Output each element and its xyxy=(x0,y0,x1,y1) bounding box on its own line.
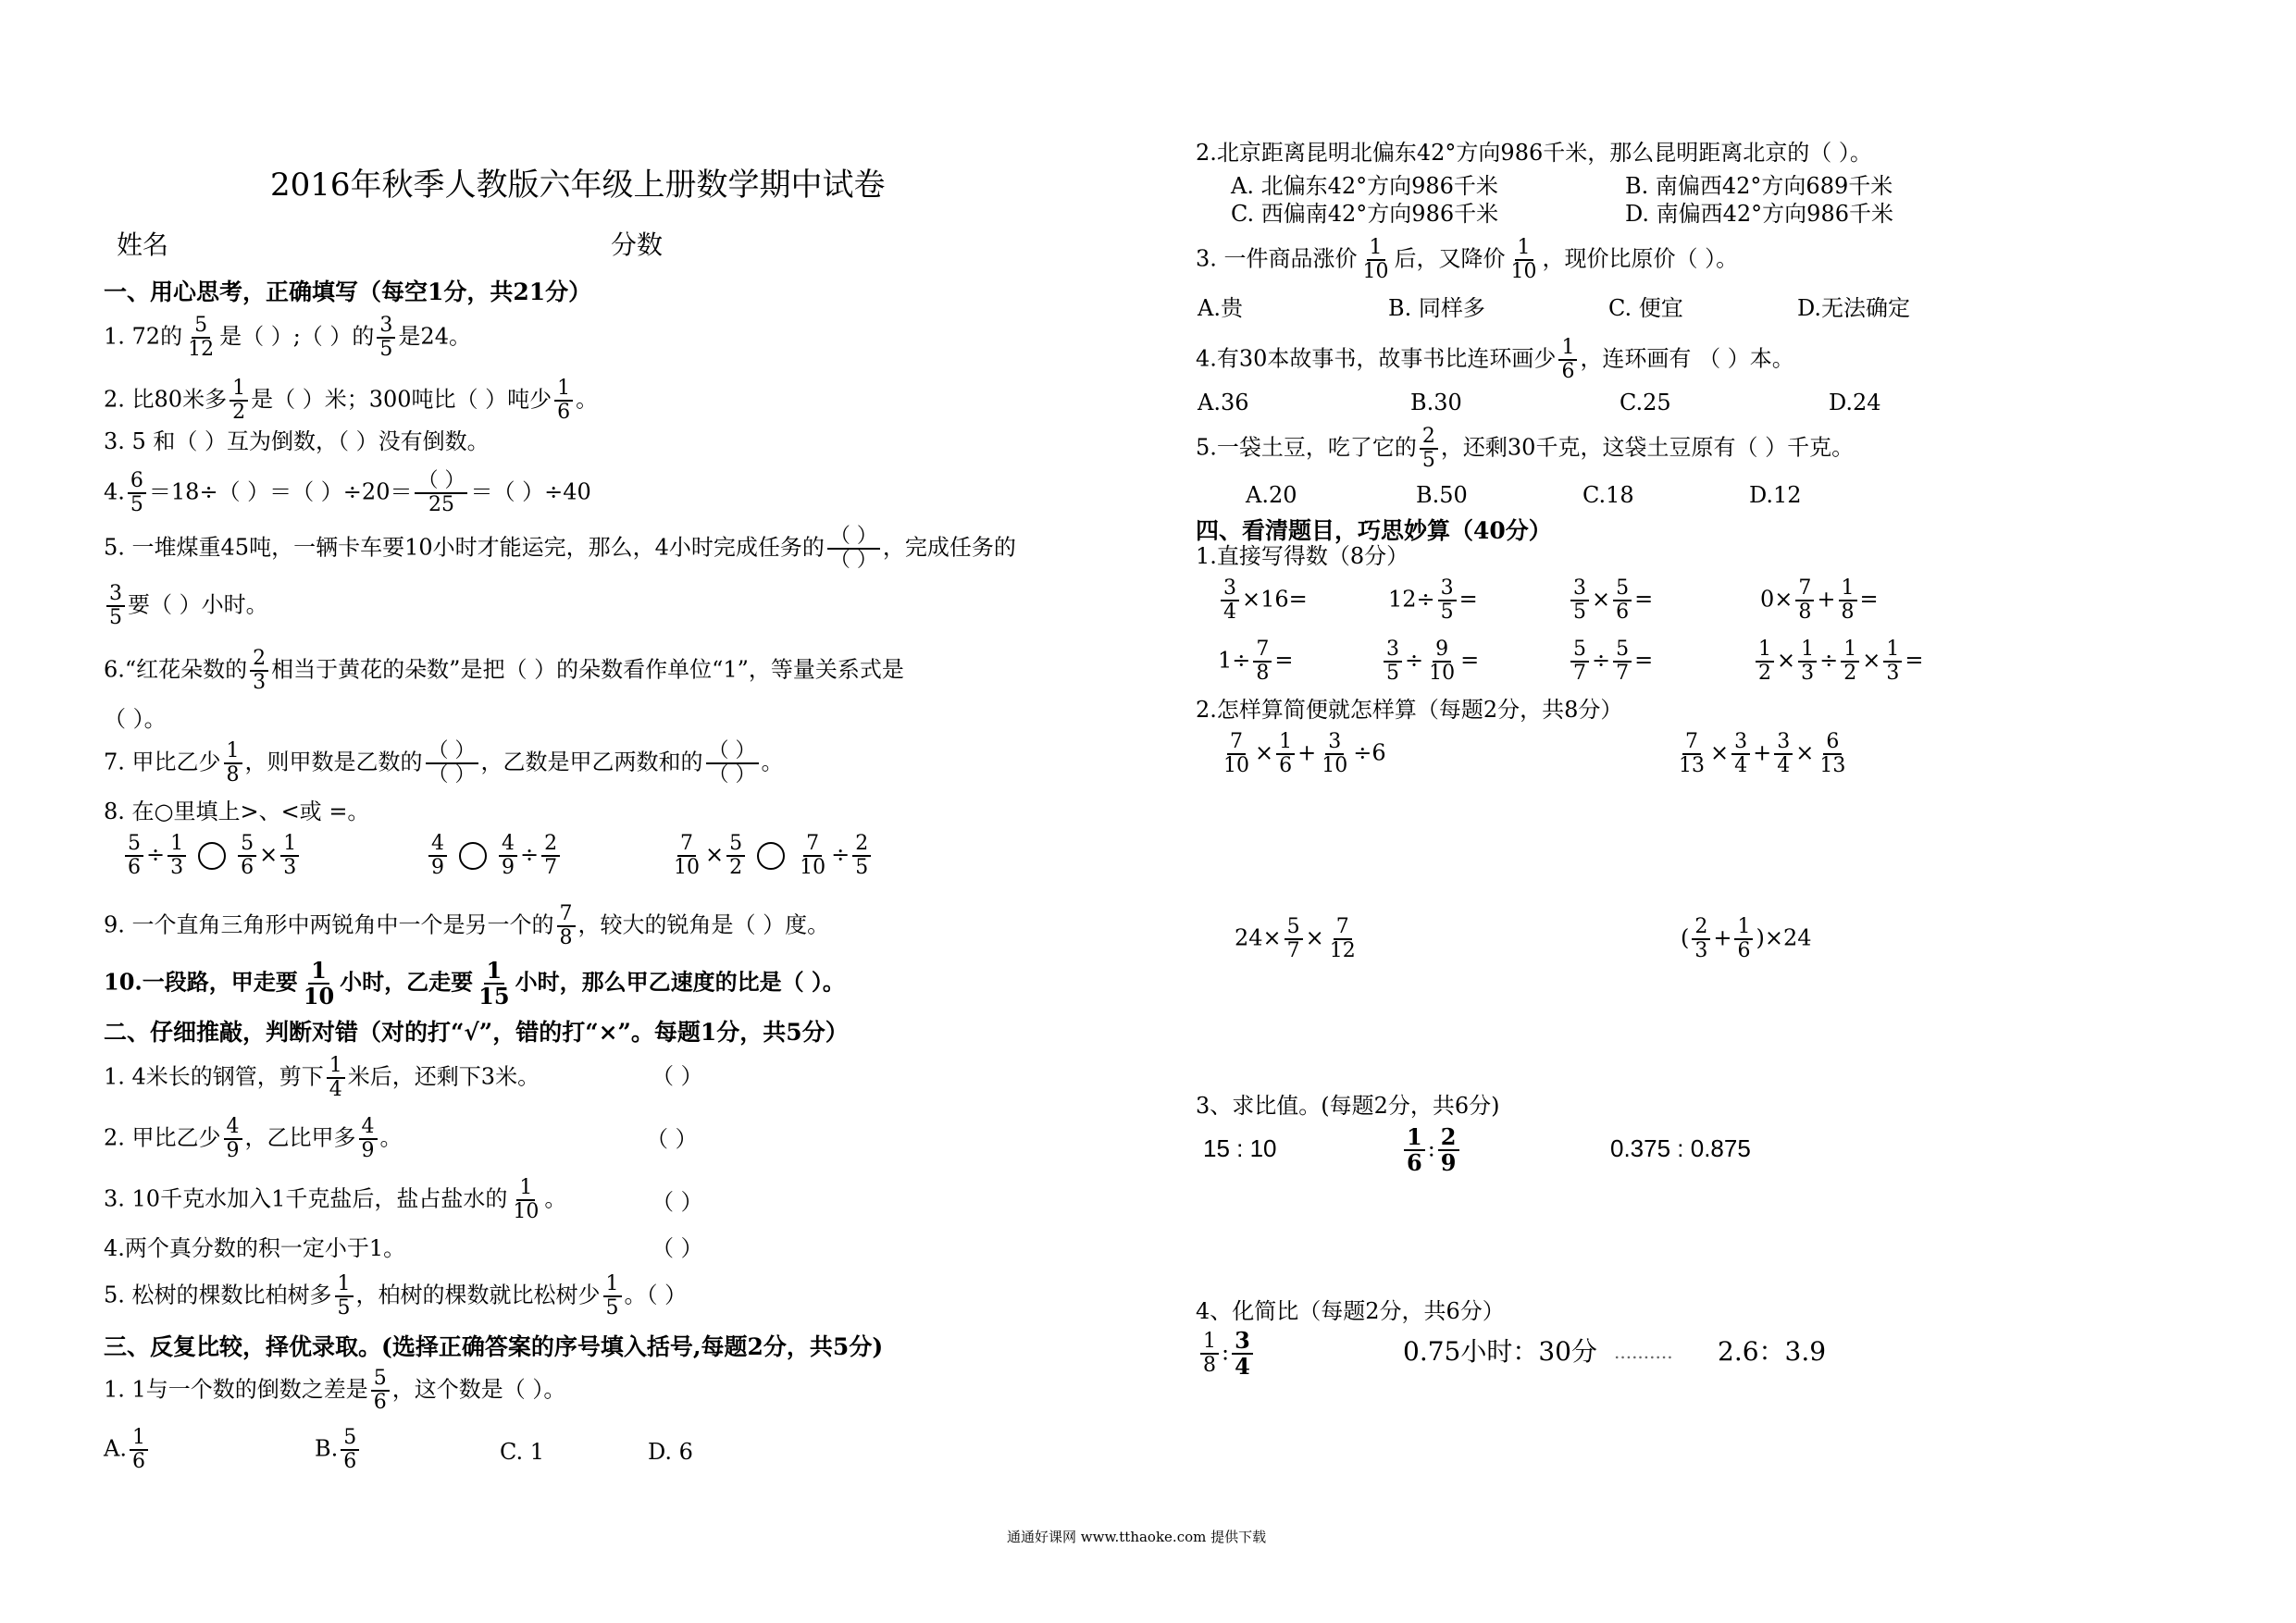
s3-q4: 4.有30本故事书，故事书比连环画少 $\frac{1}{6}$ ，连环画有 （ ）本。 xyxy=(1196,336,1794,383)
simplify-expr-2: $\frac{7}{13}$ × $\frac{3}{4}$ + $\frac{3}{4}$ × $\frac{6}{13}$ xyxy=(1679,730,1846,777)
section3-heading: 三、反复比较，择优录取。(选择正确答案的序号填入括号,每题2分，共5分) xyxy=(104,1333,884,1360)
s2-q3: 3. 10千克水加入1千克盐后，盐占盐水的 $\frac{1}{10}$ 。 xyxy=(104,1176,567,1223)
s1-q3: 3. 5 和（ ）互为倒数，（ ）没有倒数。 xyxy=(104,428,490,454)
s3-q1-option-c[interactable]: C. 1 xyxy=(500,1439,545,1465)
s1-q8-compare3: $\frac{7}{10}$ × $\frac{5}{2}$ $\frac{7}{10}$ ÷ $\frac{2}{5}$ xyxy=(668,833,874,879)
s2-answer-paren-3[interactable]: （ ） xyxy=(652,1189,703,1215)
simplify-ratio-2: 0.75小时：30分 xyxy=(1403,1336,1597,1367)
s3-q2-stem: 2.北京距离昆明北偏东42°方向986千米，那么昆明距离北京的（ ）。 xyxy=(1196,140,1872,166)
s3-q4-option-d[interactable]: D.24 xyxy=(1829,390,1881,415)
s3-q1-option-a[interactable]: A. $\frac{1}{6}$ xyxy=(104,1427,151,1473)
s4-part2-heading: 2.怎样算简便就怎样算（每题2分，共8分） xyxy=(1196,697,1623,723)
s3-q4-option-a[interactable]: A.36 xyxy=(1198,390,1249,415)
s3-q3: 3. 一件商品涨价 $\frac{1}{10}$ 后，又降价 $\frac{1}{10}$ ，现价比原价（ ）。 xyxy=(1196,236,1739,283)
s1-q10: 10.一段路，甲走要 $\frac{1}{10}$ 小时，乙走要 $\frac{1}{15}$ 小时，那么甲乙速度的比是（ ）。 xyxy=(104,957,845,1010)
simplify-expr-3: 24× $\frac{5}{7}$ × $\frac{7}{12}$ xyxy=(1235,915,1356,962)
s3-q4-option-b[interactable]: B.30 xyxy=(1410,390,1462,415)
s1-q8-compare1: $\frac{5}{6}$ ÷ $\frac{1}{3}$ $\frac{5}{6}$ × $\frac{1}{3}$ xyxy=(122,833,302,879)
s1-q8-text: 8. 在○里填上>、<或 =。 xyxy=(104,799,370,824)
compare-circle[interactable] xyxy=(459,842,487,870)
section2-heading: 二、仔细推敲，判断对错（对的打“√”，错的打“×”。每题1分，共5分） xyxy=(104,1019,849,1046)
calc-r1c3: $\frac{3}{5}$ × $\frac{5}{6}$ = xyxy=(1568,577,1653,624)
s3-q5-option-a[interactable]: A.20 xyxy=(1246,482,1297,508)
simplify-expr-1: $\frac{7}{10}$ × $\frac{1}{6}$ + $\frac{3}{10}$ ÷6 xyxy=(1223,730,1386,777)
compare-circle[interactable] xyxy=(198,842,226,870)
s1-q6-line2: （ ）。 xyxy=(104,706,167,732)
ratio-2: $\frac{1}{6}$ : $\frac{2}{9}$ xyxy=(1401,1125,1462,1175)
s3-q3-option-c[interactable]: C. 便宜 xyxy=(1608,295,1683,321)
s3-q5-option-c[interactable]: C.18 xyxy=(1582,482,1634,508)
calc-r2c1: 1÷ $\frac{7}{8}$ = xyxy=(1218,638,1294,685)
dotted-leader: .......... xyxy=(1614,1341,1673,1363)
page-title: 2016年秋季人教版六年级上册数学期中试卷 xyxy=(270,167,886,204)
ratio-1: 15 : 10 xyxy=(1203,1134,1277,1162)
section1-heading: 一、用心思考，正确填写（每空1分，共21分） xyxy=(104,279,592,305)
name-label: 姓名 xyxy=(117,229,169,260)
s1-q9: 9. 一个直角三角形中两锐角中一个是另一个的 $\frac{7}{8}$ ，较大的锐角是（ ）度。 xyxy=(104,902,830,949)
s2-answer-paren-2[interactable]: （ ） xyxy=(646,1126,698,1152)
calc-r2c4: $\frac{1}{2}$ × $\frac{1}{3}$ ÷ $\frac{1}{2}$ × $\frac{1}{3}$ = xyxy=(1753,638,1923,685)
simplify-ratio-1: $\frac{1}{8}$ : $\frac{3}{4}$ xyxy=(1198,1329,1256,1379)
s2-answer-paren-4[interactable]: （ ） xyxy=(652,1235,703,1261)
ratio-3: 0.375 : 0.875 xyxy=(1610,1134,1751,1162)
score-label: 分数 xyxy=(611,229,664,260)
s3-q3-option-b[interactable]: B. 同样多 xyxy=(1388,295,1485,321)
s3-q3-option-a[interactable]: A.贵 xyxy=(1198,295,1243,321)
footer-credit: 通通好课网 www.tthaoke.com 提供下载 xyxy=(1007,1529,1267,1545)
s2-q5: 5. 松树的棵数比柏树多 $\frac{1}{5}$ ，柏树的棵数就比松树少 $\frac{1}{5}$ 。（ ） xyxy=(104,1272,688,1319)
s3-q1-option-b[interactable]: B. $\frac{5}{6}$ xyxy=(315,1427,362,1473)
s3-q1-option-d[interactable]: D. 6 xyxy=(648,1439,693,1465)
s3-q3-option-d[interactable]: D.无法确定 xyxy=(1797,295,1911,321)
s1-q5-line1: 5. 一堆煤重45吨，一辆卡车要10小时才能运完，那么，4小时完成任务的 $\frac{( )}{( )}$ ，完成任务的 xyxy=(104,525,1016,572)
simplify-ratio-3: 2.6：3.9 xyxy=(1718,1336,1827,1367)
s1-q5-line2: $\frac{3}{5}$ 要（ ）小时。 xyxy=(104,583,268,629)
s1-q8-compare2: $\frac{4}{9}$ $\frac{4}{9}$ ÷ $\frac{2}{7}$ xyxy=(426,833,563,879)
calc-r1c4: 0× $\frac{7}{8}$ + $\frac{1}{8}$ = xyxy=(1760,576,1879,624)
s2-q4: 4.两个真分数的积一定小于1。 xyxy=(104,1235,406,1261)
s3-q2-option-b[interactable]: B. 南偏西42°方向689千米 xyxy=(1625,173,1893,199)
s1-q7: 7. 甲比乙少 $\frac{1}{8}$ ，则甲数是乙数的 $\frac{( )}{( )}$ ，乙数是甲乙两数和的 $\frac{( )}{( )}$ 。 xyxy=(104,739,784,787)
s3-q2-option-c[interactable]: C. 西偏南42°方向986千米 xyxy=(1231,201,1499,227)
s4-part3-heading: 3、求比值。(每题2分，共6分) xyxy=(1196,1093,1500,1119)
s1-q6-line1: 6.“红花朵数的 $\frac{2}{3}$ 相当于黄花的朵数”是把（ ）的朵数看作单位“1”，等量关系式是 xyxy=(104,647,904,694)
s3-q1: 1. 1与一个数的倒数之差是 $\frac{5}{6}$ ，这个数是（ ）。 xyxy=(104,1367,566,1414)
s3-q4-option-c[interactable]: C.25 xyxy=(1620,390,1671,415)
s2-answer-paren-1[interactable]: （ ） xyxy=(652,1063,703,1089)
s3-q5: 5.一袋土豆，吃了它的 $\frac{2}{5}$ ，还剩30千克，这袋土豆原有（ ）千克。 xyxy=(1196,425,1855,472)
s1-q4: 4. $\frac{6}{5}$ ＝18÷（ ）＝（ ）÷20＝ $\frac{( )}{25}$ ＝（ ）÷40 xyxy=(104,469,591,516)
section4-heading: 四、看清题目，巧思妙算（40分） xyxy=(1196,517,1552,544)
calc-r2c2: $\frac{3}{5}$ ÷ $\frac{9}{10}$ = xyxy=(1381,638,1479,685)
s1-q1: 1. 72的 $\frac{5}{12}$ 是（ ）;（ ）的 $\frac{3}{5}$ 是24。 xyxy=(104,314,471,361)
s1-q2: 2. 比80米多 $\frac{1}{2}$ 是（ ）米；300吨比（ ）吨少 $\frac{1}{6}$ 。 xyxy=(104,377,599,424)
calc-r1c1: $\frac{3}{4}$ ×16= xyxy=(1218,577,1308,624)
s3-q5-option-b[interactable]: B.50 xyxy=(1416,482,1468,508)
s3-q2-option-a[interactable]: A. 北偏东42°方向986千米 xyxy=(1231,173,1498,199)
s2-q1: 1. 4米长的钢管，剪下 $\frac{1}{4}$ 米后，还剩下3米。 xyxy=(104,1054,540,1101)
s4-part1-heading: 1.直接写得数（8分） xyxy=(1196,543,1409,569)
calc-r1c2: 12÷ $\frac{3}{5}$ = xyxy=(1388,576,1478,624)
calc-r2c3: $\frac{5}{7}$ ÷ $\frac{5}{7}$ = xyxy=(1568,638,1653,685)
simplify-expr-4: ( $\frac{2}{3}$ + $\frac{1}{6}$ )×24 xyxy=(1681,915,1812,962)
s3-q5-option-d[interactable]: D.12 xyxy=(1749,482,1802,508)
s3-q2-option-d[interactable]: D. 南偏西42°方向986千米 xyxy=(1625,201,1893,227)
compare-circle[interactable] xyxy=(757,842,785,870)
s4-part4-heading: 4、化简比（每题2分，共6分） xyxy=(1196,1298,1505,1324)
s2-q2: 2. 甲比乙少 $\frac{4}{9}$ ，乙比甲多 $\frac{4}{9}$ 。 xyxy=(104,1115,403,1162)
